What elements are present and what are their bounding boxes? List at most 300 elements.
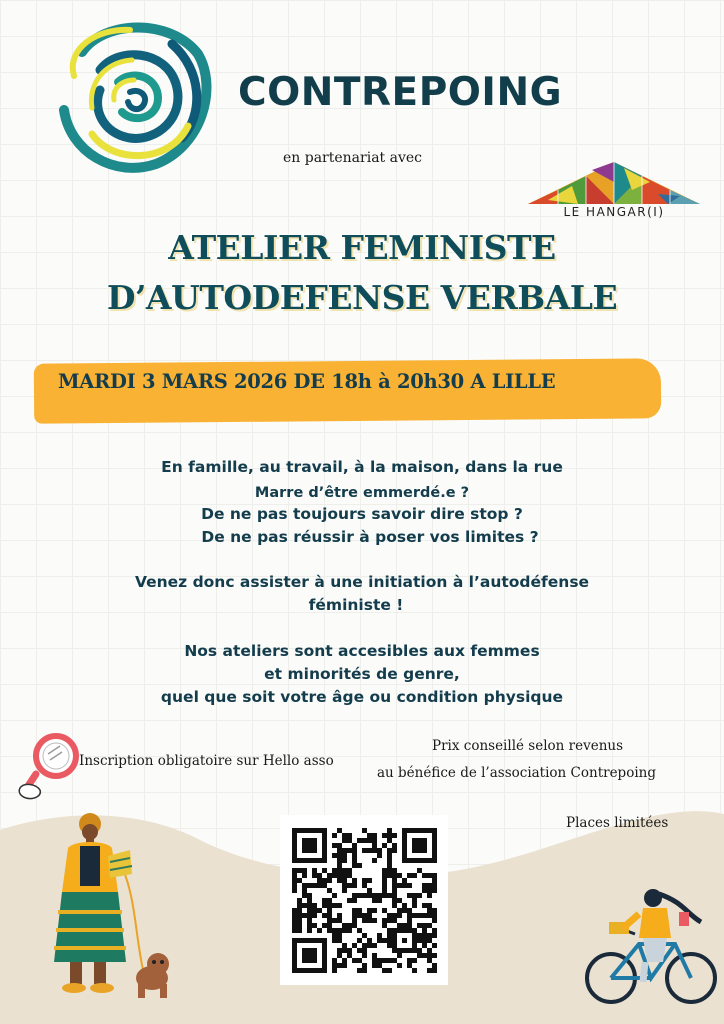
qr-module — [312, 858, 317, 863]
qr-module — [372, 838, 377, 843]
qr-module — [327, 913, 332, 918]
qr-module — [362, 918, 367, 923]
qr-module — [312, 828, 317, 833]
qr-module — [397, 928, 402, 933]
qr-module — [397, 908, 402, 913]
qr-module — [337, 858, 342, 863]
qr-module — [357, 913, 362, 918]
qr-module — [322, 898, 327, 903]
qr-module — [362, 848, 367, 853]
qr-module — [322, 948, 327, 953]
body-line-3: De ne pas toujours savoir dire stop ? — [201, 505, 523, 523]
qr-module — [322, 878, 327, 883]
qr-module — [337, 953, 342, 958]
qr-module — [417, 948, 422, 953]
qr-module — [357, 968, 362, 973]
qr-module — [327, 878, 332, 883]
qr-module — [292, 848, 297, 853]
qr-module — [312, 938, 317, 943]
qr-module — [337, 918, 342, 923]
qr-module — [352, 878, 357, 883]
qr-module — [367, 943, 372, 948]
qr-module — [352, 843, 357, 848]
qr-module — [382, 873, 387, 878]
body-line-6: féministe ! — [308, 596, 404, 614]
qr-module — [372, 833, 377, 838]
qr-module — [297, 908, 302, 913]
qr-module — [342, 943, 347, 948]
qr-module — [382, 888, 387, 893]
qr-module — [297, 938, 302, 943]
qr-module — [392, 938, 397, 943]
qr-module — [422, 923, 427, 928]
qr-module — [397, 883, 402, 888]
qr-module — [307, 843, 312, 848]
qr-module — [307, 938, 312, 943]
qr-module — [352, 918, 357, 923]
qr-module — [307, 913, 312, 918]
event-date: MARDI 3 MARS 2026 DE 18h à 20h30 A LILLE — [58, 370, 556, 393]
qr-module — [297, 903, 302, 908]
qr-module — [342, 888, 347, 893]
qr-module — [317, 928, 322, 933]
qr-module — [357, 928, 362, 933]
qr-module — [387, 838, 392, 843]
qr-module — [302, 873, 307, 878]
qr-module — [412, 828, 417, 833]
qr-module — [367, 833, 372, 838]
qr-module — [297, 928, 302, 933]
qr-module — [392, 848, 397, 853]
qr-module — [397, 963, 402, 968]
qr-module — [432, 858, 437, 863]
qr-module — [372, 953, 377, 958]
qr-module — [387, 873, 392, 878]
qr-code-graphic — [280, 815, 448, 985]
qr-module — [292, 963, 297, 968]
qr-module — [292, 868, 297, 873]
qr-module — [332, 873, 337, 878]
qr-module — [422, 933, 427, 938]
qr-module — [372, 843, 377, 848]
qr-module — [352, 853, 357, 858]
qr-module — [332, 893, 337, 898]
qr-module — [312, 873, 317, 878]
qr-module — [322, 838, 327, 843]
qr-module — [432, 883, 437, 888]
qr-module — [362, 893, 367, 898]
qr-module — [407, 883, 412, 888]
qr-module — [422, 883, 427, 888]
qr-code[interactable] — [280, 815, 448, 985]
qr-module — [402, 928, 407, 933]
qr-module — [412, 903, 417, 908]
qr-module — [367, 878, 372, 883]
qr-module — [432, 848, 437, 853]
qr-module — [407, 873, 412, 878]
qr-module — [432, 928, 437, 933]
qr-module — [327, 918, 332, 923]
qr-module — [392, 913, 397, 918]
qr-module — [412, 933, 417, 938]
qr-module — [312, 913, 317, 918]
qr-module — [347, 948, 352, 953]
qr-module — [352, 923, 357, 928]
qr-module — [387, 848, 392, 853]
qr-module — [392, 873, 397, 878]
qr-module — [412, 873, 417, 878]
qr-module — [347, 898, 352, 903]
qr-module — [372, 918, 377, 923]
qr-module — [357, 958, 362, 963]
qr-module — [292, 858, 297, 863]
qr-module — [422, 873, 427, 878]
qr-module — [302, 948, 307, 953]
qr-module — [312, 968, 317, 973]
qr-module — [342, 838, 347, 843]
qr-module — [337, 963, 342, 968]
qr-module — [297, 898, 302, 903]
qr-module — [352, 858, 357, 863]
qr-module — [332, 903, 337, 908]
qr-module — [347, 883, 352, 888]
qr-module — [317, 938, 322, 943]
body-line-4: De ne pas réussir à poser vos limites ? — [201, 528, 539, 546]
qr-module — [402, 903, 407, 908]
qr-module — [417, 893, 422, 898]
qr-module — [292, 918, 297, 923]
qr-module — [412, 843, 417, 848]
qr-module — [432, 853, 437, 858]
qr-module — [382, 938, 387, 943]
qr-module — [297, 878, 302, 883]
qr-module — [292, 828, 297, 833]
qr-module — [302, 968, 307, 973]
qr-module — [362, 963, 367, 968]
qr-module — [342, 878, 347, 883]
qr-module — [427, 828, 432, 833]
qr-module — [402, 878, 407, 883]
qr-module — [307, 838, 312, 843]
qr-module — [402, 883, 407, 888]
qr-module — [307, 918, 312, 923]
qr-module — [342, 963, 347, 968]
qr-module — [352, 943, 357, 948]
qr-module — [357, 938, 362, 943]
qr-module — [387, 943, 392, 948]
qr-module — [307, 898, 312, 903]
qr-module — [327, 898, 332, 903]
qr-module — [407, 948, 412, 953]
qr-module — [402, 843, 407, 848]
qr-module — [417, 923, 422, 928]
qr-module — [382, 893, 387, 898]
qr-module — [397, 953, 402, 958]
qr-module — [297, 858, 302, 863]
qr-module — [332, 938, 337, 943]
qr-module — [377, 958, 382, 963]
qr-module — [292, 873, 297, 878]
qr-module — [407, 918, 412, 923]
qr-module — [407, 913, 412, 918]
qr-module — [297, 913, 302, 918]
qr-module — [362, 933, 367, 938]
qr-module — [432, 963, 437, 968]
qr-module — [397, 923, 402, 928]
qr-module — [347, 928, 352, 933]
qr-module — [392, 878, 397, 883]
qr-module — [347, 838, 352, 843]
qr-module — [427, 893, 432, 898]
qr-module — [367, 893, 372, 898]
qr-module — [367, 888, 372, 893]
qr-module — [417, 868, 422, 873]
body-line-7: Nos ateliers sont accesibles aux femmes — [184, 642, 540, 660]
qr-module — [312, 838, 317, 843]
qr-module — [292, 843, 297, 848]
qr-module — [317, 908, 322, 913]
qr-module — [347, 868, 352, 873]
magnifier-icon — [14, 732, 84, 804]
qr-module — [402, 848, 407, 853]
qr-module — [377, 848, 382, 853]
qr-module — [362, 953, 367, 958]
qr-module — [387, 918, 392, 923]
qr-module — [332, 958, 337, 963]
qr-module — [407, 828, 412, 833]
qr-module — [407, 893, 412, 898]
qr-module — [382, 923, 387, 928]
qr-module — [322, 943, 327, 948]
qr-module — [422, 838, 427, 843]
qr-module — [317, 878, 322, 883]
qr-module — [382, 883, 387, 888]
places-text: Places limitées — [566, 815, 669, 831]
qr-module — [432, 843, 437, 848]
qr-module — [417, 913, 422, 918]
price-line-1: Prix conseillé selon revenus — [432, 738, 624, 754]
qr-module — [387, 858, 392, 863]
qr-module — [352, 848, 357, 853]
qr-module — [367, 848, 372, 853]
hangar-logo-text: LE HANGAR(I) — [563, 205, 665, 219]
qr-module — [392, 833, 397, 838]
qr-module — [417, 938, 422, 943]
qr-module — [297, 828, 302, 833]
qr-module — [412, 938, 417, 943]
qr-module — [332, 968, 337, 973]
qr-module — [427, 873, 432, 878]
qr-module — [377, 933, 382, 938]
qr-module — [342, 883, 347, 888]
qr-module — [337, 863, 342, 868]
qr-module — [302, 838, 307, 843]
hangar-logo — [528, 160, 700, 206]
qr-module — [427, 958, 432, 963]
qr-module — [412, 948, 417, 953]
qr-module — [422, 953, 427, 958]
qr-module — [322, 858, 327, 863]
qr-module — [387, 913, 392, 918]
qr-module — [377, 938, 382, 943]
qr-module — [407, 858, 412, 863]
qr-module — [377, 963, 382, 968]
qr-module — [322, 883, 327, 888]
qr-module — [402, 833, 407, 838]
qr-module — [372, 958, 377, 963]
qr-module — [322, 903, 327, 908]
qr-module — [402, 938, 407, 943]
qr-module — [412, 958, 417, 963]
qr-module — [417, 828, 422, 833]
qr-module — [322, 913, 327, 918]
cyclist-illustration — [583, 882, 721, 1014]
qr-module — [412, 848, 417, 853]
body-line-1: En famille, au travail, à la maison, dans la rue — [161, 458, 563, 476]
qr-module — [417, 838, 422, 843]
qr-module — [327, 928, 332, 933]
qr-module — [342, 848, 347, 853]
qr-module — [382, 833, 387, 838]
qr-module — [372, 963, 377, 968]
qr-module — [392, 918, 397, 923]
qr-module — [402, 923, 407, 928]
qr-module — [302, 938, 307, 943]
qr-module — [422, 928, 427, 933]
qr-module — [312, 908, 317, 913]
qr-module — [352, 898, 357, 903]
qr-module — [317, 873, 322, 878]
qr-module — [387, 868, 392, 873]
qr-module — [407, 963, 412, 968]
qr-module — [427, 913, 432, 918]
qr-module — [337, 873, 342, 878]
qr-module — [302, 848, 307, 853]
qr-module — [332, 918, 337, 923]
qr-module — [362, 913, 367, 918]
qr-module — [332, 853, 337, 858]
qr-module — [322, 828, 327, 833]
qr-module — [417, 953, 422, 958]
qr-module — [392, 898, 397, 903]
qr-module — [292, 878, 297, 883]
qr-module — [337, 928, 342, 933]
qr-module — [292, 923, 297, 928]
qr-module — [332, 933, 337, 938]
qr-module — [427, 953, 432, 958]
qr-module — [387, 893, 392, 898]
partner-text: en partenariat avec — [283, 150, 423, 166]
qr-module — [407, 923, 412, 928]
qr-module — [347, 873, 352, 878]
qr-module — [302, 903, 307, 908]
qr-module — [402, 948, 407, 953]
qr-module — [432, 838, 437, 843]
qr-module — [337, 913, 342, 918]
qr-module — [302, 913, 307, 918]
qr-module — [307, 948, 312, 953]
qr-module — [362, 948, 367, 953]
qr-module — [392, 933, 397, 938]
qr-module — [307, 908, 312, 913]
qr-module — [357, 863, 362, 868]
qr-module — [302, 868, 307, 873]
qr-module — [367, 908, 372, 913]
qr-module — [337, 843, 342, 848]
qr-module — [317, 968, 322, 973]
qr-module — [367, 938, 372, 943]
qr-module — [312, 923, 317, 928]
qr-module — [332, 928, 337, 933]
qr-module — [312, 953, 317, 958]
qr-module — [387, 958, 392, 963]
contrepoing-logo — [52, 14, 214, 178]
qr-module — [332, 843, 337, 848]
qr-module — [362, 883, 367, 888]
qr-module — [362, 838, 367, 843]
qr-module — [342, 948, 347, 953]
qr-module — [427, 888, 432, 893]
qr-module — [392, 843, 397, 848]
qr-module — [432, 873, 437, 878]
qr-module — [322, 868, 327, 873]
qr-module — [427, 933, 432, 938]
qr-module — [302, 958, 307, 963]
qr-module — [367, 838, 372, 843]
qr-module — [432, 828, 437, 833]
qr-module — [342, 868, 347, 873]
qr-module — [427, 903, 432, 908]
qr-module — [387, 828, 392, 833]
qr-module — [372, 943, 377, 948]
qr-module — [347, 923, 352, 928]
qr-module — [312, 903, 317, 908]
qr-module — [387, 938, 392, 943]
qr-module — [342, 928, 347, 933]
qr-module — [352, 893, 357, 898]
woman-with-dog-illustration — [40, 812, 185, 1002]
qr-module — [392, 958, 397, 963]
qr-module — [307, 903, 312, 908]
qr-module — [322, 833, 327, 838]
qr-module — [362, 828, 367, 833]
qr-module — [407, 928, 412, 933]
qr-module — [372, 898, 377, 903]
qr-module — [362, 968, 367, 973]
qr-module — [312, 868, 317, 873]
qr-module — [307, 923, 312, 928]
qr-module — [292, 838, 297, 843]
qr-module — [292, 938, 297, 943]
qr-module — [377, 898, 382, 903]
qr-module — [327, 903, 332, 908]
qr-module — [382, 958, 387, 963]
qr-module — [337, 878, 342, 883]
qr-module — [292, 908, 297, 913]
qr-module — [392, 943, 397, 948]
qr-module — [327, 873, 332, 878]
qr-module — [352, 913, 357, 918]
qr-module — [392, 893, 397, 898]
qr-module — [427, 948, 432, 953]
qr-module — [367, 913, 372, 918]
qr-module — [427, 968, 432, 973]
qr-module — [422, 938, 427, 943]
qr-module — [422, 903, 427, 908]
qr-module — [422, 888, 427, 893]
qr-module — [422, 848, 427, 853]
qr-module — [347, 848, 352, 853]
